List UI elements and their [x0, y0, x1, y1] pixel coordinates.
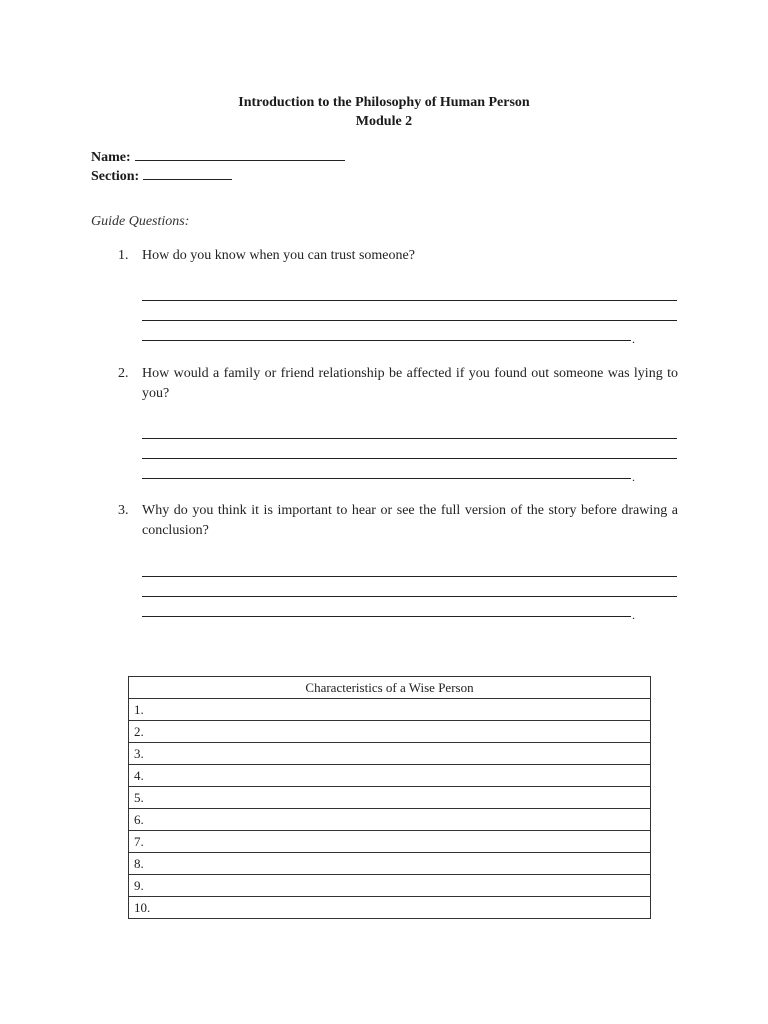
module-label: Module 2	[355, 114, 413, 129]
section-field	[91, 166, 232, 186]
name-label: Name:	[91, 150, 131, 165]
table-row[interactable]: 4.	[129, 765, 651, 787]
section-label: Section:	[91, 169, 140, 184]
answer-line[interactable]	[142, 340, 631, 341]
name-field	[91, 147, 345, 167]
wise-person-table	[128, 676, 651, 919]
guide-questions-heading: Guide Questions:	[91, 214, 190, 229]
answer-line[interactable]	[142, 596, 677, 597]
answer-line[interactable]	[142, 438, 677, 439]
table-row[interactable]: 10.	[129, 897, 651, 919]
question-number: 3.	[118, 503, 129, 518]
name-blank[interactable]	[135, 147, 345, 161]
answer-line[interactable]	[142, 478, 631, 479]
table-row[interactable]: 1.	[129, 699, 651, 721]
document-title: Introduction to the Philosophy of Human Person	[238, 95, 530, 110]
question-1	[118, 246, 678, 266]
question-text: Why do you think it is important to hear or see the full version of the story before drawing a conclusion?	[142, 503, 678, 538]
table-row[interactable]: 3.	[129, 743, 651, 765]
answer-line[interactable]	[142, 300, 677, 301]
question-3	[118, 501, 678, 541]
table-row[interactable]: 6.	[129, 809, 651, 831]
table-header: Characteristics of a Wise Person	[129, 677, 651, 699]
question-number: 2.	[118, 366, 129, 381]
answer-end-mark: .	[632, 608, 635, 622]
answer-line[interactable]	[142, 458, 677, 459]
table-row[interactable]: 9.	[129, 875, 651, 897]
question-text: How do you know when you can trust someone?	[142, 248, 415, 263]
question-text: How would a family or friend relationship be affected if you found out someone was lying to you?	[142, 366, 678, 401]
table-row[interactable]: 7.	[129, 831, 651, 853]
question-number: 1.	[118, 248, 129, 263]
answer-line[interactable]	[142, 576, 677, 577]
table-row[interactable]: 8.	[129, 853, 651, 875]
question-2	[118, 364, 678, 404]
table-row[interactable]: 2.	[129, 721, 651, 743]
answer-line[interactable]	[142, 320, 677, 321]
answer-line[interactable]	[142, 616, 631, 617]
section-blank[interactable]	[143, 166, 232, 180]
table-row[interactable]: 5.	[129, 787, 651, 809]
answer-end-mark: .	[632, 470, 635, 484]
answer-end-mark: .	[632, 332, 635, 346]
